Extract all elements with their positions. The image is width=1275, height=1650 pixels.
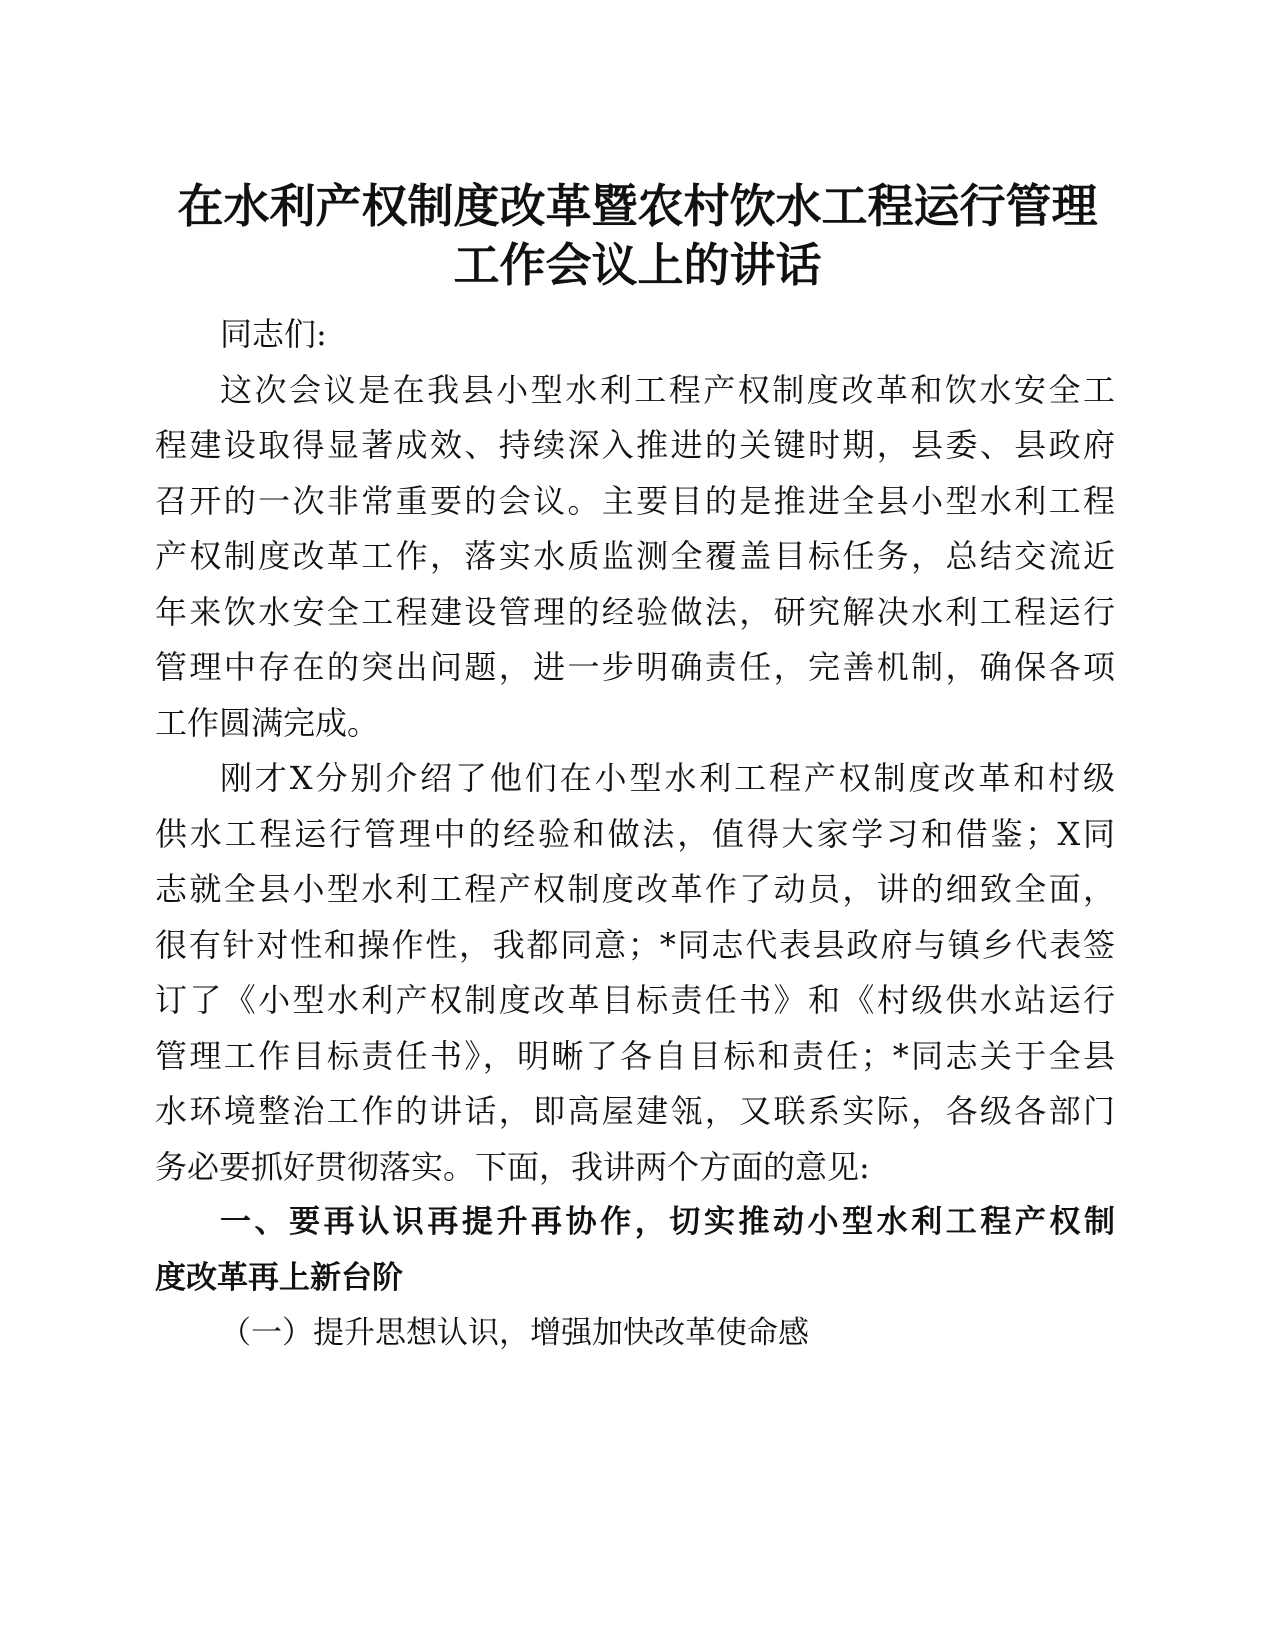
paragraph-1-line: 程建设取得显著成效、持续深入推进的关键时期，县委、县政府	[155, 426, 1115, 464]
salutation: 同志们:	[220, 315, 327, 353]
paragraph-2-line: 刚才X分别介绍了他们在小型水利工程产权制度改革和村级	[220, 759, 1115, 797]
paragraph-1-line: 召开的一次非常重要的会议。主要目的是推进全县小型水利工程	[155, 482, 1115, 520]
paragraph-2-line: 水环境整治工作的讲话，即高屋建瓴，又联系实际，各级各部门	[155, 1092, 1115, 1130]
paragraph-2-line: 很有针对性和操作性，我都同意；*同志代表县政府与镇乡代表签	[155, 926, 1115, 964]
paragraph-1-line: 产权制度改革工作，落实水质监测全覆盖目标任务，总结交流近	[155, 537, 1115, 575]
paragraph-1-line: 工作圆满完成。	[155, 704, 380, 742]
paragraph-1-line: 年来饮水安全工程建设管理的经验做法，研究解决水利工程运行	[155, 593, 1115, 631]
section-1-heading-line: 度改革再上新台阶	[155, 1260, 403, 1296]
paragraph-1-line: 管理中存在的突出问题，进一步明确责任，完善机制，确保各项	[155, 648, 1115, 686]
section-1-heading-line: 一、要再认识再提升再协作，切实推动小型水利工程产权制	[220, 1204, 1115, 1240]
paragraph-2-line: 管理工作目标责任书》，明晰了各自目标和责任；*同志关于全县	[155, 1037, 1115, 1075]
paragraph-2-line: 订了《小型水利产权制度改革目标责任书》和《村级供水站运行	[155, 981, 1115, 1019]
document-title-line-1: 在水利产权制度改革暨农村饮水工程运行管理	[177, 179, 1098, 233]
paragraph-2-line: 务必要抓好贯彻落实。下面，我讲两个方面的意见:	[155, 1148, 870, 1186]
paragraph-2-line: 供水工程运行管理中的经验和做法，值得大家学习和借鉴；X同	[155, 815, 1115, 853]
paragraph-1-line: 这次会议是在我县小型水利工程产权制度改革和饮水安全工	[220, 371, 1115, 409]
paragraph-2-line: 志就全县小型水利工程产权制度改革作了动员，讲的细致全面，	[155, 870, 1115, 908]
subsection-1-heading: （一）提升思想认识，增强加快改革使命感	[220, 1315, 809, 1351]
document-title-line-2: 工作会议上的讲话	[453, 238, 822, 292]
